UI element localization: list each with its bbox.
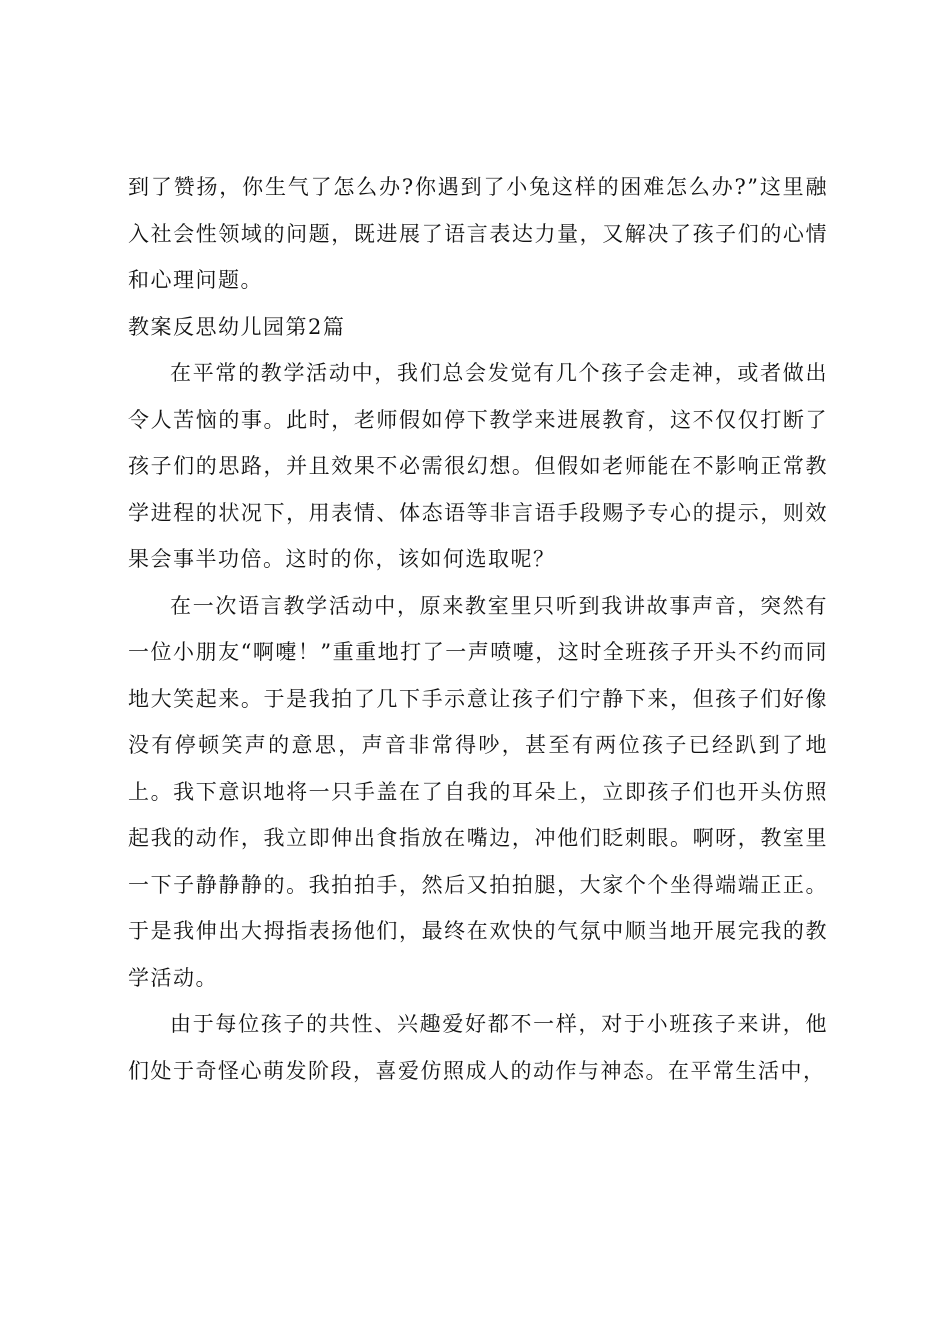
paragraph-story: 在一次语言教学活动中，原来教室里只听到我讲故事声音，突然有一位小朋友“啊嚏！”重重地打了一声喷嚏，这时全班孩子开头不约而同地大笑起来。于是我拍了几下手示意让孩子们宁静下来，但孩子们好像没有停顿笑声的意思，声音非常得吵，甚至有两位孩子已经趴到了地上。我下意识地将一只手盖在了自我的耳朵上，立即孩子们也开头仿照起我的动作，我立即伸出食指放在嘴边，冲他们眨刺眼。啊呀，教室里一下子静静静的。我拍拍手，然后又拍拍腿，大家个个坐得端端正正。于是我伸出大拇指表扬他们，最终在欢快的气氛中顺当地开展完我的教学活动。 (128, 593, 828, 990)
paragraph-continuation: 到了赞扬，你生气了怎么办?你遇到了小兔这样的困难怎么办?”这里融入社会性领域的问题，既进展了语言表达力量，又解决了孩子们的心情和心理问题。 (128, 175, 828, 292)
paragraph-reflection: 由于每位孩子的共性、兴趣爱好都不一样，对于小班孩子来讲，他们处于奇怪心萌发阶段，喜爱仿照成人的动作与神态。在平常生活中， (128, 1012, 828, 1083)
paragraph-intro: 在平常的教学活动中，我们总会发觉有几个孩子会走神，或者做出令人苦恼的事。此时，老师假如停下教学来进展教育，这不仅仅打断了孩子们的思路，并且效果不必需很幻想。但假如老师能在不影响正常教学进程的状况下，用表情、体态语等非言语手段赐予专心的提示，则效果会事半功倍。这时的你，该如何选取呢？ (128, 361, 828, 571)
section-heading: 教案反思幼儿园第2篇 (128, 314, 346, 339)
document-body (128, 164, 828, 1094)
